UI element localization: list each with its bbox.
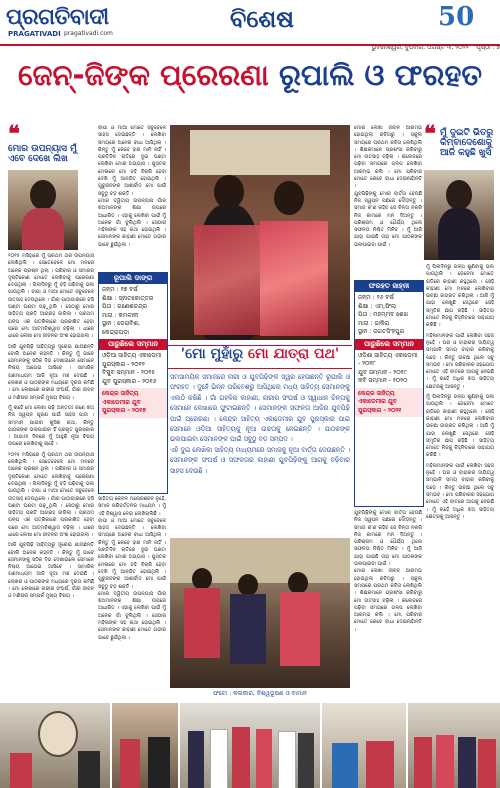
article-col-left [8,253,94,698]
strip-photo [180,703,320,788]
date-line [300,44,500,55]
award-row: ଯୁବ ସମ୍ମାନ - ୨୦୧୯ [358,368,407,376]
award-row: ଯୁବ ପୁରସ୍କାର - ୨୦୧୬ [102,377,157,385]
website-url: pragativadi.com [64,30,113,37]
article-paragraph: ବାପା ଓ ମାଆ ମୋତେ ସବୁବେଳେ ସାହସ ଦେଇଛନ୍ତି । ଲେଖିବା ସମୟରେ ଅନେକ ବାଧା ଆସିଥିଲା । କିନ୍ତୁ ମୁଁ କେବେ ହାର ମାନି ନାହିଁ । ପ୍ରତିଦିନ ରାତିରେ ଦୁଇ ଘଣ୍ଟା ଲେଖିବା ମୋର ଅଭ୍ୟାସ । ପୁସ୍ତକ ମେଳାରେ ମୋ ବହି ବିକ୍ରି ହେବା ଦେଖି ମୁଁ ଆନନ୍ଦିତ ହୋଇଥିଲି । ଗୁରୁଜନଙ୍କ ଆଶୀର୍ବାଦ ମୋ ପାଇଁ ସବୁଠୁ ବଡ଼ ଶକ୍ତି । [98,517,166,590]
center-paragraph: ସମସାମୟିକ ସମାଜରେ ନାରୀ ଓ ଯୁବପିଢ଼ିଙ୍କ ସ୍ୱର ହେଉଛନ୍ତି ରୂପାଲି ଓ ଫରହତ । ଦୁହେଁ ଭିନ୍ନ ପରିବେଶରୁ ଆସିଥିଲେ ମଧ୍ୟ ସାହିତ୍ୟ ସେମାନଙ୍କୁ ଏକାଠି କରିଛି । ଗାଁ ଗହଳିର କାହାଣୀ, ନାରୀର ସଂଘର୍ଷ ଓ ସ୍ୱାଧୀନ ଚିନ୍ତାକୁ ସେମାନେ ଲେଖାରେ ଫୁଟାଇଛନ୍ତି । ସେମାନଙ୍କ ସଫଳତା ଆଜିର ଯୁବପିଢ଼ି ପାଇଁ ପ୍ରେରଣା । କେନ୍ଦ୍ର ସାହିତ୍ୟ ଏକାଡେମୀର ଯୁବ ପୁରସ୍କାର ପାଇ ସେମାନେ ଓଡ଼ିଆ ସାହିତ୍ୟକୁ ନୂଆ ଉଚ୍ଚତାକୁ ନେଇଛନ୍ତି । ପାଠକଙ୍କ ଭଲପାଇବା ସେମାନଙ୍କ ପାଇଁ ସବୁଠୁ ବଡ଼ ସମ୍ପଦ । [170,373,350,444]
strip-photo [0,703,110,788]
article-col-mid-right [354,125,422,275]
woman-left-head [214,175,244,209]
awards-title: ପାରୁଛିଲେ ସମ୍ମାନ [355,339,423,350]
newspaper-logo: ପ୍ରଗତିବାଦୀ [6,4,109,30]
pull-quote-part1: 'ମୋ ମୁହାଁରୁ [180,346,244,362]
headline-part2: ରୂପାଲି ଓ ଫରହତ [278,58,483,92]
article-paragraph: ମୋର ଦ୍ୱିତୀୟ ଉପନ୍ୟାସ ଗାଁର ଝିଅମାନଙ୍କ ଶିକ୍ଷା ଉପରେ ଆଧାରିତ । ଏହାକୁ ଲେଖିବା ପାଇଁ ମୁଁ ଅନେକ ଗାଁ ବୁଲିଥିଲି । ସେଠାର ମହିଳାଙ୍କ ସହ କଥା ହୋଇଥିଲି । ସେମାନଙ୍କ କାହାଣୀ ମୋତେ ଗଭୀର ଭାବେ ଛୁଇଁଥିଲା । [98,197,166,248]
award-highlight: କେନ୍ଦ୍ର ସାହିତ୍ୟ ଏକାଡେମୀର ଯୁବ ପୁରସ୍କାର - ୨୦୧୭ [99,388,167,418]
headline-part1: ଜେନ୍-ଜିଙ୍କ ପ୍ରେରଣା [17,58,269,92]
info-row: ପିତା : ଗଣେଶଚନ୍ଦ୍ର [102,303,148,310]
info-title: ଫରହତ ଜାହ୍ନୀ [355,281,423,292]
person-head [192,568,212,590]
article-paragraph: ମୋର ଦ୍ୱିତୀୟ ଉପନ୍ୟାସ ଗାଁର ଝିଅମାନଙ୍କ ଶିକ୍ଷା ଉପରେ ଆଧାରିତ । ଏହାକୁ ଲେଖିବା ପାଇଁ ମୁଁ ଅନେକ ଗାଁ ବୁଲିଥିଲି । ସେଠାର ମହିଳାଙ୍କ ସହ କଥା ହୋଇଥିଲି । ସେମାନଙ୍କ କାହାଣୀ ମୋତେ ଗଭୀର ଭାବେ ଛୁଇଁଥିଲା । [98,590,166,641]
award-row: ବିଷୁବ ସମ୍ମାନ - ୨୦୧୫ [102,369,156,376]
award-row: ଓଡ଼ିଶା ସାହିତ୍ୟ ଏକାଡେମୀ - ୨୦୧୮ [358,351,418,367]
pull-quote [168,345,352,369]
center-paragraph: ଏହି ଦୁଇ ଲେଖିକା ସାହିତ୍ୟ ମାଧ୍ୟମରେ ସମାଜକୁ ନୂଆ ବାର୍ତ୍ତା ଦେଉଛନ୍ତି । ସେମାନଙ୍କ ସଂଘର୍ଷ ଓ ସଫଳତାର କାହାଣୀ ଯୁବପିଢ଼ିଙ୍କୁ ଆଗକୁ ବଢ଼ିବାର ସାହସ ଦେଉଛି । [170,445,350,475]
farhat-info-box [354,280,424,507]
article-col-mid-right-lower [354,510,422,698]
person-head [288,572,308,594]
woman-right-saree [260,221,328,336]
rupali-info-box [98,272,168,494]
article-paragraph: ବାପା ଓ ମାଆ ମୋତେ ସବୁବେଳେ ସାହସ ଦେଇଛନ୍ତି । ଲେଖିବା ସମୟରେ ଅନେକ ବାଧା ଆସିଥିଲା । କିନ୍ତୁ ମୁଁ କେବେ ହାର ମାନି ନାହିଁ । ପ୍ରତିଦିନ ରାତିରେ ଦୁଇ ଘଣ୍ଟା ଲେଖିବା ମୋର ଅଭ୍ୟାସ । ପୁସ୍ତକ ମେଳାରେ ମୋ ବହି ବିକ୍ରି ହେବା ଦେଖି ମୁଁ ଆନନ୍ଦିତ ହୋଇଥିଲି । ଗୁରୁଜନଙ୍କ ଆଶୀର୍ବାଦ ମୋ ପାଇଁ ସବୁଠୁ ବଡ଼ ଶକ୍ତି । [98,125,166,197]
info-row: ମାତା : କମଳୀନୀ [102,311,139,319]
main-headline [0,58,500,106]
award-row: କବି ସମ୍ମାନ - ୨୦୨୦ [358,377,408,384]
info-row: ମାତା : ଜାକିରା [358,319,390,327]
photo-strip [0,703,500,788]
person-body [230,594,266,664]
award-highlight: କେନ୍ଦ୍ର ସାହିତ୍ୟ ଏକାଡେମୀର ଯୁବ ପୁରସ୍କାର - ୨୦୨୧ [355,388,423,418]
info-title: ରୂପାଲି ଡାଙ୍ଗ [99,273,167,284]
article-paragraph: ମୋର ଲେଖା ଜୀବନ ଆରମ୍ଭ ହୋଇଥିଲା କବିତାରୁ । ସ୍କୁଲ ସମୟରେ ପ୍ରଥମ କବିତା ଲେଖିଥିଲି । ଶିକ୍ଷକମାନେ ପ୍ରଶଂସା କରିବାରୁ ମୋ ଉତ୍ସାହ ବଢ଼ିଲା । କଲେଜରେ ପଢ଼ିବା ସମୟରେ ଗଳ୍ପ ଲେଖିବା ଆରମ୍ଭ କଲି । ମୋ ପରିବାର ମୋତେ କେବେ ବାଧା ଦେଇନାହାଁନ୍ତି । [354,125,422,190]
article-col-right [426,264,494,698]
interview-photo [170,538,350,688]
article-paragraph: ଆଜି ଯୁବପିଢ଼ି ସାହିତ୍ୟରୁ ଦୂରେଇ ଯାଉଛନ୍ତି ବୋଲି ଅନେକ କହନ୍ତି । କିନ୍ତୁ ମୁଁ ଭାବେ ସେମାନଙ୍କୁ ସଠିକ ଦିଗ ଦେଖାଇଲେ ସେମାନେ ନିଶ୍ଚୟ ଆଗେଇ ଆସିବେ । ସାମାଜିକ ଗଣମାଧ୍ୟମ ଆଜି ନୂଆ ମଞ୍ଚ ଦେଇଛି । ଲେଖକ ଓ ପାଠକଙ୍କ ମଧ୍ୟରେ ଦୂରତା କମିଛି । ମୋ ଲେଖାରେ ନାରୀର ସଂଘର୍ଷ, ଗାଁର ଜୀବନ ଓ ମଣିଷର ସମ୍ପର୍କ ମୁଖ୍ୟ ବିଷୟ । [8,542,94,600]
issue-date: ଭୁବନେଶ୍ୱର, ବୁଧବାର, ଅଗଷ୍ଟ ୩, ୨୦୨୨ [371,44,469,51]
article-paragraph: ଆଜି ଯୁବପିଢ଼ି ସାହିତ୍ୟରୁ ଦୂରେଇ ଯାଉଛନ୍ତି ବୋଲି ଅନେକ କହନ୍ତି । କିନ୍ତୁ ମୁଁ ଭାବେ ସେମାନଙ୍କୁ ସଠିକ ଦିଗ ଦେଖାଇଲେ ସେମାନେ ନିଶ୍ଚୟ ଆଗେଇ ଆସିବେ । ସାମାଜିକ ଗଣମାଧ୍ୟମ ଆଜି ନୂଆ ମଞ୍ଚ ଦେଇଛି । ଲେଖକ ଓ ପାଠକଙ୍କ ମଧ୍ୟରେ ଦୂରତା କମିଛି । ମୋ ଲେଖାରେ ନାରୀର ସଂଘର୍ଷ, ଗାଁର ଜୀବନ ଓ ମଣିଷର ସମ୍ପର୍କ ମୁଖ୍ୟ ବିଷୟ । [8,343,94,401]
section-title: ବିଶେଷ [230,5,294,33]
article-paragraph: ମହିଳାମାନଙ୍କ ପାଇଁ ଲେଖିବା ସହଜ ନୁହେଁ । ଘର ଓ ବାହାରର ଦାୟିତ୍ୱ ସମ୍ଭାଳି ସମୟ ବାହାର କରିବାକୁ ପଡ଼େ । କିନ୍ତୁ ଇଚ୍ଛା ଥିଲେ ସବୁ ସମ୍ଭବ । ମୋ ପରିବାରର ସହଯୋଗ ମୋତେ ଏହି ବାଟରେ ଆଗକୁ ନେଇଛି । ମୁଁ ଚାହେଁ ଅଧିକ ଝିଅ ସାହିତ୍ୟ କ୍ଷେତ୍ରକୁ ଆସନ୍ତୁ । [426,462,494,520]
awards-title: ପାରୁଛିଲେ ସମ୍ମାନ [99,339,167,350]
center-article [170,372,350,534]
info-row: ଜନ୍ମ : ୨୭ ବର୍ଷ [102,286,138,293]
quote-mark-icon: ❝ [8,121,20,147]
article-paragraph: ମୁଁ ଚାହେଁ ମୋ ଲେଖା ପଢ଼ି ଅନ୍ତତଃ ଜଣେ ଝିଅ ନିଜ ସ୍ୱପ୍ନ ପୂରଣ ପାଇଁ ସାହସ ପାଉ । ସମ୍ମାନ ପାଇବା ଖୁସିର କଥା, କିନ୍ତୁ ପାଠକଙ୍କ ଭଲପାଇବା ହିଁ ପ୍ରକୃତ ପୁରସ୍କାର । ଆଗାମୀ ଦିନରେ ମୁଁ ଆହୁରି ନୂଆ ବିଷୟ ଉପରେ ଲେଖିବାକୁ ଚାହେଁ । [8,404,94,448]
article-paragraph: ମହିଳାମାନଙ୍କ ପାଇଁ ଲେଖିବା ସହଜ ନୁହେଁ । ଘର ଓ ବାହାରର ଦାୟିତ୍ୱ ସମ୍ଭାଳି ସମୟ ବାହାର କରିବାକୁ ପଡ଼େ । କିନ୍ତୁ ଇଚ୍ଛା ଥିଲେ ସବୁ ସମ୍ଭବ । ମୋ ପରିବାରର ସହଯୋଗ ମୋତେ ଏହି ବାଟରେ ଆଗକୁ ନେଇଛି । ମୁଁ ଚାହେଁ ଅଧିକ ଝିଅ ସାହିତ୍ୟ କ୍ଷେତ୍ରକୁ ଆସନ୍ତୁ । [426,332,494,390]
person-body [280,592,320,666]
strip-photo [322,703,406,788]
quote-mark-icon: ❝ [424,121,436,147]
portrait-painting [38,711,78,757]
info-row: ସ୍ଥାନ : ଜଗତସିଂହପୁର [358,328,405,335]
farhat-portrait [424,170,494,260]
article-paragraph: ମୋର ଲେଖା ଜୀବନ ଆରମ୍ଭ ହୋଇଥିଲା କବିତାରୁ । ସ୍କୁଲ ସମୟରେ ପ୍ରଥମ କବିତା ଲେଖିଥିଲି । ଶିକ୍ଷକମାନେ ପ୍ରଶଂସା କରିବାରୁ ମୋ ଉତ୍ସାହ ବଢ଼ିଲା । କଲେଜରେ ପଢ଼ିବା ସମୟରେ ଗଳ୍ପ ଲେଖିବା ଆରମ୍ଭ କଲି । ମୋ ପରିବାର ମୋତେ କେବେ ବାଧା ଦେଇନାହାଁନ୍ତି । [354,568,422,633]
photo-caption: ଫଟୋ : କଳାକାର, ବିଶ୍ୱଭୂଷଣ ଓ ବାମାନ [213,690,307,697]
info-row: ଶିକ୍ଷା : ସ୍ନାତକୋତ୍ତର [102,294,154,302]
woman-right-head [274,181,304,215]
rupali-portrait [8,170,78,250]
info-row: ଜନ୍ମ : ୨୬ ବର୍ଷ [358,294,394,301]
article-paragraph: ୨୦୧୫ ମସିହାରେ ମୁଁ ପ୍ରଥମ ଥର ଉପନ୍ୟାସ ଲେଖିଥିଲି । ସେତେବେଳେ ମୋ ମନରେ ଅନେକ ପ୍ରଶ୍ନ ଥିଲା । ପରିବାର ଓ ସମାଜର ଦୃଷ୍ଟିକୋଣ ମୋତେ ଲେଖିବାକୁ ପ୍ରେରଣା ଦେଇଥିଲା । ପିଲାଦିନରୁ ମୁଁ ବହି ପଢ଼ିବାକୁ ଭଲ ପାଉଥିଲି । ବାପା ଓ ମାଆ ମୋତେ ସବୁବେଳେ ଉତ୍ସାହ ଦେଉଥିଲେ । ଗାଁର ପାଠାଗାରରେ ବସି ଘଣ୍ଟା ଘଣ୍ଟା ପଢ଼ୁଥିଲି । ସେଠାରୁ ମୋର ସାହିତ୍ୟ ପ୍ରତି ଆଗ୍ରହ ଜାଗିଲା । ପ୍ରଥମ ଗଳ୍ପ ଏକ ପତ୍ରିକାରେ ପ୍ରକାଶିତ ହେବା ପରେ ମୋ ଆତ୍ମବିଶ୍ୱାସ ବଢ଼ିଲା । ଧୀରେ ଧୀରେ ଲେଖା ମୋ ଜୀବନର ଅଂଶ ହୋଇଗଲା । [8,253,94,340]
woman-left-saree [194,225,264,335]
anniversary-logo: 50 [438,2,475,32]
article-paragraph: ଯୁବପିଢ଼ିଙ୍କୁ ମୋର ବାର୍ତ୍ତା ହେଉଛି ନିଜ ସ୍ୱପ୍ନ ପଛରେ ଦୌଡ଼ନ୍ତୁ । ସମାଜ କ'ଣ କହିବ ସେ ଚିନ୍ତା ନକରି ନିଜ କାମରେ ମନ ଦିଅନ୍ତୁ । ପରିଶ୍ରମ ଓ ଧୈର୍ଯ୍ୟ ଥିଲେ ସଫଳତା ନିଶ୍ଚିତ ମିଳିବ । ମୁଁ ଆଜି ଯାହା ପାଇଛି ତାହା ମୋ ପାଠକଙ୍କ ଭଲପାଇବା ପାଇଁ । [354,190,422,248]
article-paragraph: ୨୦୧୫ ମସିହାରେ ମୁଁ ପ୍ରଥମ ଥର ଉପନ୍ୟାସ ଲେଖିଥିଲି । ସେତେବେଳେ ମୋ ମନରେ ଅନେକ ପ୍ରଶ୍ନ ଥିଲା । ପରିବାର ଓ ସମାଜର ଦୃଷ୍ଟିକୋଣ ମୋତେ ଲେଖିବାକୁ ପ୍ରେରଣା ଦେଇଥିଲା । ପିଲାଦିନରୁ ମୁଁ ବହି ପଢ଼ିବାକୁ ଭଲ ପାଉଥିଲି । ବାପା ଓ ମାଆ ମୋତେ ସବୁବେଳେ ଉତ୍ସାହ ଦେଉଥିଲେ । ଗାଁର ପାଠାଗାରରେ ବସି ଘଣ୍ଟା ଘଣ୍ଟା ପଢ଼ୁଥିଲି । ସେଠାରୁ ମୋର ସାହିତ୍ୟ ପ୍ରତି ଆଗ୍ରହ ଜାଗିଲା । ପ୍ରଥମ ଗଳ୍ପ ଏକ ପତ୍ରିକାରେ ପ୍ରକାଶିତ ହେବା ପରେ ମୋ ଆତ୍ମବିଶ୍ୱାସ ବଢ଼ିଲା । ଧୀରେ ଧୀରେ ଲେଖା ମୋ ଜୀବନର ଅଂଶ ହୋଇଗଲା । [8,451,94,538]
article-col-mid-left [98,125,166,270]
person-head [238,574,258,596]
award-row: ଓଡ଼ିଆ ସାହିତ୍ୟ ଏକାଡେମୀ ପୁରସ୍କାର - ୨୦୧୨ [102,352,162,368]
info-row: ସ୍ଥାନ : ଡେରାବିଶ, କେନ୍ଦ୍ରାପଡ଼ା [102,320,140,336]
page-number: ପୃଷ୍ଠା : ୭ [476,44,500,51]
main-photo [170,125,350,340]
article-paragraph: ଯୁବପିଢ଼ିଙ୍କୁ ମୋର ବାର୍ତ୍ତା ହେଉଛି ନିଜ ସ୍ୱପ୍ନ ପଛରେ ଦୌଡ଼ନ୍ତୁ । ସମାଜ କ'ଣ କହିବ ସେ ଚିନ୍ତା ନକରି ନିଜ କାମରେ ମନ ଦିଅନ୍ତୁ । ପରିଶ୍ରମ ଓ ଧୈର୍ଯ୍ୟ ଥିଲେ ସଫଳତା ନିଶ୍ଚିତ ମିଳିବ । ମୁଁ ଆଜି ଯାହା ପାଇଛି ତାହା ମୋ ପାଠକଙ୍କ ଭଲପାଇବା ପାଇଁ । [354,510,422,568]
person-body [184,588,220,658]
background-shelf [190,130,330,175]
article-paragraph: ସାହିତ୍ୟ କେବଳ ମନୋରଞ୍ଜନ ନୁହେଁ, ସମାଜ ପରିବର୍ତ୍ତନର ମାଧ୍ୟମ । ମୁଁ ଏହି ବିଶ୍ୱାସ ନେଇ ଲେଖିଚାଲିଛି । [98,496,166,517]
info-row: ଶିକ୍ଷା : ଏମ୍.ଫିଲ୍ [358,302,397,310]
newspaper-logo-latin: PRAGATIVADI [8,30,61,38]
info-row: ପିତା : ମହମ୍ମଦ ଶେଖ [358,311,409,318]
article-paragraph: ମୁଁ ପିଲାଦିନରୁ ଗଳ୍ପ ଶୁଣିବାକୁ ଭଲ ପାଉଥିଲି । ଜେଜେମା ମୋତେ ରାତିରେ କାହାଣୀ କହୁଥିଲେ । ସେହି କାହାଣୀ ମୋ ମନରେ ଲେଖିବାର ଇଚ୍ଛା ଜାଗ୍ରତ କରିଥିଲା । ଆଜି ମୁଁ ଯାହା ଲେଖୁଛି ସେଥିରେ ସେହି ସ୍ମୃତିର ଛାପ ରହିଛି । ସାହିତ୍ୟ ମୋତେ ନିଜକୁ ଚିହ୍ନିବାରେ ସାହାଯ୍ୟ କରିଛି । [426,264,494,329]
left-quote: ମୋର ଉପନ୍ୟାସ ମୁଁ ଏବେ ଦେଖେ ଲିଖ [8,144,77,164]
right-quote: ମୁଁ ଦୁଇଟି ଭିତରୁ କିମ୍ବାଦେଶୋକୁ ଆଜି କହୁଛି ଖୁସି [440,128,494,158]
pull-quote-part2: ମୋ ଯାତ୍ରା ପଥ' [247,346,340,362]
article-col-mid-left-lower [98,496,166,698]
article-paragraph: ମୁଁ ପିଲାଦିନରୁ ଗଳ୍ପ ଶୁଣିବାକୁ ଭଲ ପାଉଥିଲି । ଜେଜେମା ମୋତେ ରାତିରେ କାହାଣୀ କହୁଥିଲେ । ସେହି କାହାଣୀ ମୋ ମନରେ ଲେଖିବାର ଇଚ୍ଛା ଜାଗ୍ରତ କରିଥିଲା । ଆଜି ମୁଁ ଯାହା ଲେଖୁଛି ସେଥିରେ ସେହି ସ୍ମୃତିର ଛାପ ରହିଛି । ସାହିତ୍ୟ ମୋତେ ନିଜକୁ ଚିହ୍ନିବାରେ ସାହାଯ୍ୟ କରିଛି । [426,394,494,459]
strip-photo [112,703,178,788]
strip-photo [408,703,500,788]
